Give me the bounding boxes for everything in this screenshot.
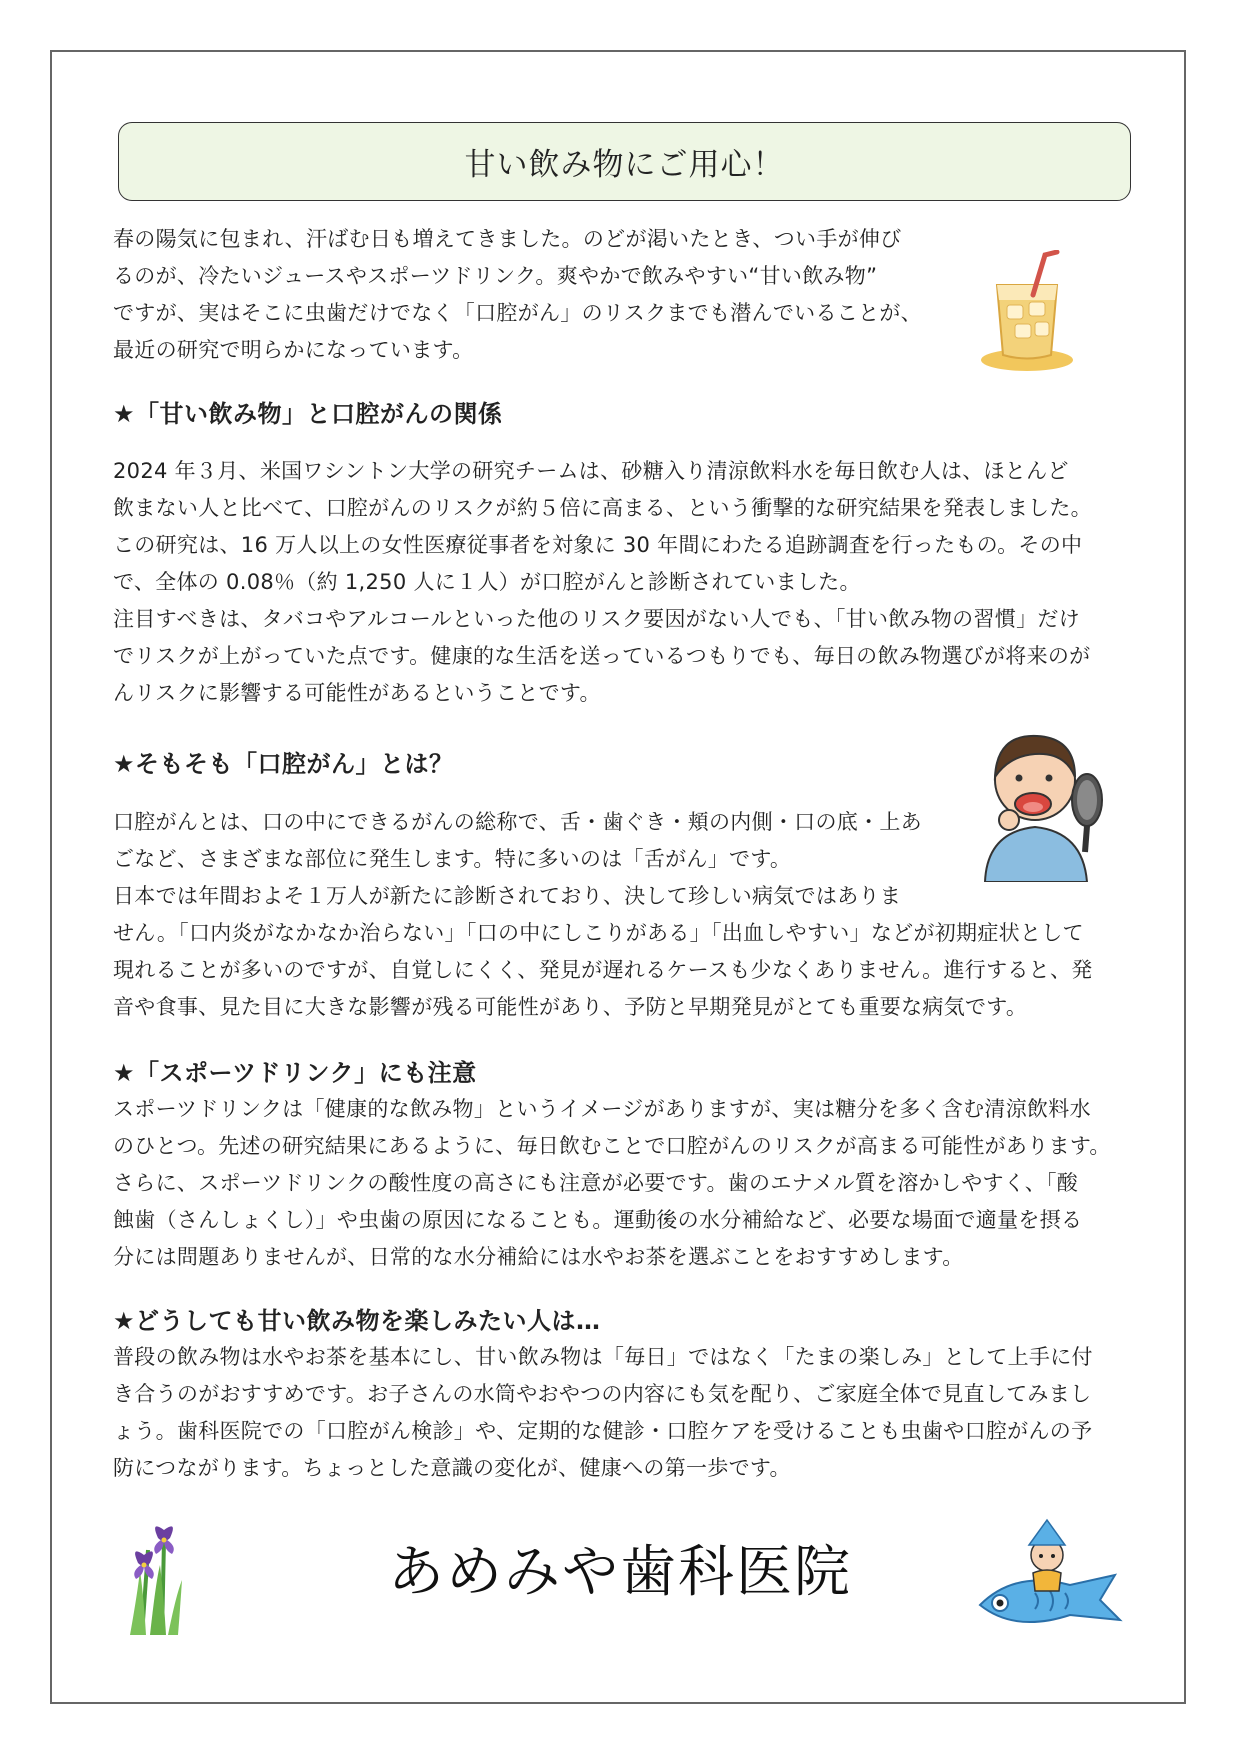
intro-line: ですが、実はそこに虫歯だけでなく「口腔がん」のリスクまでも潜んでいることが、 — [113, 301, 922, 325]
section-heading-oral-cancer: ★そもそも「口腔がん」とは？ — [113, 750, 454, 778]
intro-line: 最近の研究で明らかになっています。 — [113, 338, 474, 362]
section2-line: 口腔がんとは、口の中にできるがんの総称で、舌・歯ぐき・頬の内側・口の底・上あ — [113, 810, 922, 834]
iris-blossom — [134, 1551, 154, 1579]
section4-line: ょう。歯科医院での「口腔がん検診」や、定期的な健診・口腔ケアを受けることも虫歯や口腔がんの予 — [113, 1419, 1093, 1443]
section3-line: スポーツドリンクは「健康的な飲み物」というイメージがありますが、実は糖分を多く含む清涼飲料水 — [113, 1097, 1091, 1121]
section2-line: 日本では年間およそ１万人が新たに診断されており、決して珍しい病気ではありま — [113, 884, 902, 908]
section3-body — [113, 1091, 1133, 1276]
child-body — [1033, 1570, 1061, 1591]
section2-line: せん。「口内炎がなかなか治らない」「口の中にしこりがある」「出血しやすい」などが初期症状として — [113, 921, 1084, 945]
intro-line: るのが、冷たいジュースやスポーツドリンク。爽やかで飲みやすい“甘い飲み物” — [113, 264, 878, 288]
section1-line: 2024 年３月、米国ワシントン大学の研究チームは、砂糖入り清涼飲料水を毎日飲む人は、ほとんど — [113, 459, 1069, 483]
page-title: 甘い飲み物にご用心！ — [118, 122, 1131, 201]
section3-line: さらに、スポーツドリンクの酸性度の高さにも注意が必要です。歯のエナメル質を溶かしやすく、「酸 — [113, 1171, 1079, 1195]
section2-line: 現れることが多いのですが、自覚しにくく、発見が遅れるケースも少なくありません。進行すると、発 — [113, 958, 1093, 982]
intro-line: 春の陽気に包まれ、汗ばむ日も増えてきました。のどが渇いたとき、つい手が伸び — [113, 227, 902, 251]
section-heading-enjoy-sweets: ★どうしても甘い飲み物を楽しみたい人は… — [113, 1307, 601, 1335]
section4-body — [113, 1339, 1133, 1487]
koinobori-child-illustration — [975, 1515, 1125, 1640]
iced-drink-illustration — [975, 250, 1085, 375]
section1-line: この研究は、16 万人以上の女性医療従事者を対象に 30 年間にわたる追跡調査を行ったもの。その中 — [113, 533, 1083, 557]
section2-line: ごなど、さまざまな部位に発生します。特に多いのは「舌がん」です。 — [113, 847, 792, 871]
section4-line: き合うのがおすすめです。お子さんの水筒やおやつの内容にも気を配り、ご家庭全体で見直してみまし — [113, 1382, 1092, 1406]
hand — [999, 810, 1019, 830]
section1-line: 注目すべきは、タバコやアルコールといった他のリスク要因がない人でも、「甘い飲み物の習慣」だけ — [113, 607, 1080, 631]
section4-line: 防につながります。ちょっとした意識の変化が、健康への第一歩です。 — [113, 1456, 791, 1480]
section2-body — [113, 915, 1133, 1026]
section1-line: でリスクが上がっていた点です。健康的な生活を送っているつもりでも、毎日の飲み物選びが将来のが — [113, 644, 1091, 668]
person-mirror-illustration — [975, 722, 1105, 882]
section2-body-top — [113, 804, 953, 915]
section1-body — [113, 453, 1133, 712]
section3-line: 蝕歯（さんしょくし）」や虫歯の原因になることも。運動後の水分補給など、必要な場面で適量を摂る — [113, 1208, 1083, 1232]
paper-hat — [1029, 1520, 1065, 1545]
section3-line: 分には問題ありませんが、日常的な水分補給には水やお茶を選ぶことをおすすめします。 — [113, 1245, 964, 1269]
iris-flower-illustration — [120, 1510, 200, 1635]
section4-line: 普段の飲み物は水やお茶を基本にし、甘い飲み物は「毎日」ではなく「たまの楽しみ」として上手に付 — [113, 1345, 1093, 1369]
section-heading-sports-drink: ★「スポーツドリンク」にも注意 — [113, 1059, 477, 1087]
section1-line: で、全体の 0.08％（約 1,250 人に１人）が口腔がんと診断されていました。 — [113, 570, 861, 594]
clinic-name: あめみや歯科医院 — [388, 1540, 852, 1605]
section3-line: のひとつ。先述の研究結果にあるように、毎日飲むことで口腔がんのリスクが高まる可能性があります。 — [113, 1134, 1111, 1158]
section1-line: 飲まない人と比べて、口腔がんのリスクが約５倍に高まる、という衝撃的な研究結果を発表しました。 — [113, 496, 1092, 520]
section1-line: んリスクに影響する可能性があるということです。 — [113, 681, 601, 705]
intro-paragraph — [113, 221, 953, 369]
shirt — [985, 827, 1087, 882]
section2-line: 音や食事、見た目に大きな影響が残る可能性があり、予防と早期発見がとても重要な病気です。 — [113, 995, 1028, 1019]
section-heading-sugar-drinks: ★「甘い飲み物」と口腔がんの関係 — [113, 400, 503, 428]
